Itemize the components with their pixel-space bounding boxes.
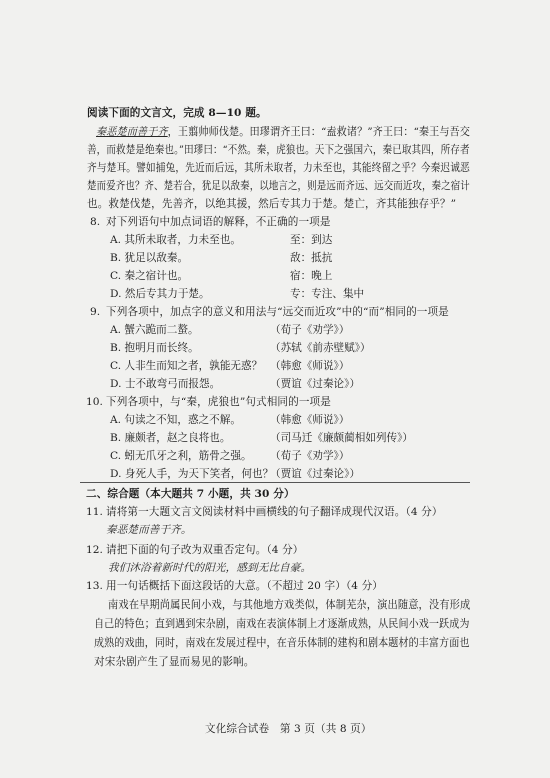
q8-option-c: C. 秦之宿计也。 — [110, 270, 189, 282]
section-divider — [80, 482, 470, 483]
q9-option-a: A. 蟹六跪而二螯。 — [110, 324, 199, 336]
page-footer: 文化综合试卷 第 3 页（共 8 页） — [205, 723, 372, 735]
q13-number: 13. — [86, 580, 103, 592]
q10-option-a: A. 句读之不知，惑之不解。 — [110, 414, 241, 426]
q10-option-c: C. 蚓无爪牙之利，筋骨之强。 — [110, 450, 252, 462]
q10-source-a: （韩愈《师说》） — [270, 414, 350, 426]
q11-answer: 秦恶楚而善于齐。 — [106, 524, 192, 536]
passage-line-1-rest: ，王翦帅师伐楚。田璆谓齐王曰：“盍救诸？”齐王曰：“秦王与吾交 — [167, 126, 471, 138]
q12-number: 12. — [86, 544, 103, 556]
q9-option-b: B. 抱明月而长终。 — [110, 342, 199, 354]
passage-line-5: 也。救楚伐楚，先善齐，以绝其援，然后专其力于楚。楚亡，齐其能独存乎？” — [87, 198, 457, 210]
q13-passage-line-3: 成熟的戏曲，同时，南戏在发展过程中，在音乐体制的建构和剧本题材的丰富方面也 — [94, 637, 470, 649]
q10-option-d: D. 身死人手，为天下笑者，何也？ — [110, 468, 274, 480]
q8-gloss-b: 敌：抵抗 — [290, 252, 333, 264]
q8-option-d: D. 然后专其力于楚。 — [110, 288, 210, 300]
q9-source-d: （贾谊《过秦论》） — [270, 378, 361, 390]
q8-number: 8. — [90, 216, 101, 228]
q10-source-b: （司马迁《廉颇蔺相如列传》） — [270, 432, 414, 444]
passage-line-4: 楚而爱齐也？齐、楚若合，犹足以敌秦，以地言之，则是远而齐远、远交而近攻，秦之宿计 — [87, 180, 470, 192]
q13-passage-line-4: 对宋杂剧产生了显而易见的影响。 — [94, 656, 255, 668]
passage-line-2: 善，而救楚是绝秦也。”田璆曰：“不然。秦，虎狼也。天下之强国六，秦已取其四，所存者 — [87, 144, 470, 156]
q8-option-b: B. 犹足以敌秦。 — [110, 252, 189, 264]
q9-source-b: （苏轼《前赤壁赋》） — [270, 342, 371, 354]
q9-source-c: （韩愈《师说》） — [270, 360, 350, 372]
q10-number: 10. — [86, 396, 103, 408]
q9-number: 9. — [90, 306, 101, 318]
q11-number: 11. — [86, 506, 103, 518]
section2-header: 二、综合题（本大题共 7 小题，共 30 分） — [86, 488, 295, 500]
q8-gloss-d: 专：专注、集中 — [290, 288, 365, 300]
q9-option-d: D. 士不敢弯弓而报怨。 — [110, 378, 221, 390]
underlined-sentence: 秦恶楚而善于齐 — [96, 126, 168, 138]
q13-passage-line-1: 南戏在早期尚属民间小戏，与其他地方戏类似，体制芜杂，演出随意，没有形成 — [108, 599, 471, 611]
reading-header: 阅读下面的文言文，完成 8—10 题。 — [87, 107, 267, 119]
q10-stem: 下列各项中，与“秦，虎狼也”句式相同的一项是 — [106, 396, 331, 408]
q10-source-c: （荀子《劝学》） — [270, 450, 350, 462]
q8-stem: 对下列语句中加点词语的解释，不正确的一项是 — [106, 216, 331, 228]
q8-option-a: A. 其所未取者，力未至也。 — [110, 234, 241, 246]
q13-passage-line-2: 自己的特色；直到遇到宋杂剧，南戏在表演体制上才逐渐成熟，从民间小戏一跃成为 — [94, 618, 470, 630]
q12-stem: 请把下面的句子改为双重否定句。（4 分） — [106, 544, 304, 556]
q10-source-d: （贾谊《过秦论》） — [270, 468, 361, 480]
q12-answer: 我们沐浴着新时代的阳光，感到无比自豪。 — [108, 562, 312, 574]
q9-source-a: （荀子《劝学》） — [270, 324, 350, 336]
q9-option-c: C. 人非生而知之者，孰能无惑？ — [110, 360, 263, 372]
q9-stem: 下列各项中，加点字的意义和用法与“远交而近攻”中的“而”相同的一项是 — [106, 306, 449, 318]
q8-gloss-a: 至：到达 — [290, 234, 333, 246]
q11-stem: 请将第一大题文言文阅读材料中画横线的句子翻译成现代汉语。（4 分） — [106, 506, 443, 518]
q8-gloss-c: 宿：晚上 — [290, 270, 333, 282]
passage-line-3: 齐与楚耳。譬如捕兔，先近而后远，其所未取者，力未至也，其能终留之乎？今秦迟诚恶 — [87, 162, 470, 174]
passage-line-1 — [96, 125, 470, 139]
q10-option-b: B. 廉颇者，赵之良将也。 — [110, 432, 231, 444]
q13-stem: 用一句话概括下面这段话的大意。（不超过 20 字）（4 分） — [106, 580, 383, 592]
